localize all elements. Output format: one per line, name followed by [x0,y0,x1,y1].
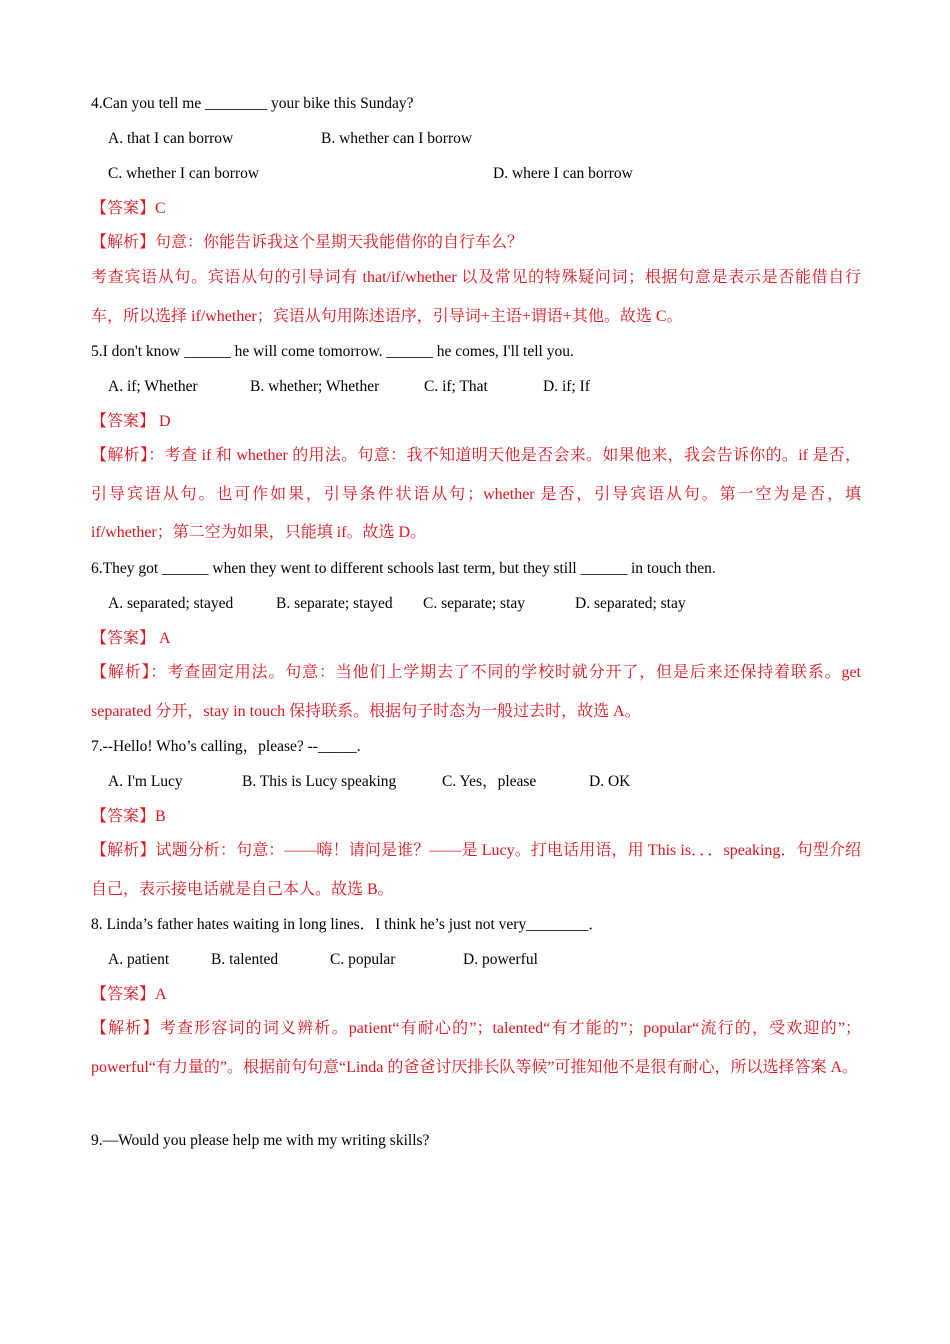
question-6-option-d: D. separated; stay [575,595,686,612]
question-5-stem: 5.I don't know ______ he will come tomorrow. ______ he comes, I'll tell you. [91,343,574,360]
question-6-option-b: B. separate; stayed [276,595,393,612]
question-8-stem: 8. Linda’s father hates waiting in long lines．I think he’s just not very________． [91,916,604,933]
question-5-option-d: D. if; If [543,378,590,395]
question-7-answer: 【答案】B [91,808,166,825]
question-8-answer: 【答案】A [91,986,167,1003]
question-5-option-b: B. whether; Whether [250,378,380,395]
question-4-analysis: 考查宾语从句。宾语从句的引导词有 that/if/whether 以及常见的特殊疑问词；根据句意是表示是否能借自行车，所以选择 if/whether；宾语从句用陈述语序，引导词+主语+谓语+其他。故选 C。 [91,269,861,325]
question-9-stem: 9.—Would you please help me with my writing skills? [91,1132,430,1149]
question-5-option-a: A. if; Whether [108,378,198,395]
question-4-analysis-intro: 【解析】句意：你能告诉我这个星期天我能借你的自行车么？ [91,234,524,251]
question-6-analysis: 【解析】：考查固定用法。句意：当他们上学期去了不同的学校时就分开了，但是后来还保持着联系。get separated 分开，stay in touch 保持联系。根据句子时态为一般过去时，故选 A。 [91,664,861,720]
question-7-stem: 7.--Hello! Who’s calling，please? --_____. [91,738,361,755]
question-8-option-b: B. talented [211,951,279,968]
question-6-answer: 【答案】 A [91,630,171,647]
question-7-option-c: C. Yes，please [442,773,537,790]
question-5-answer: 【答案】 D [91,413,171,430]
question-6-stem: 6.They got ______ when they went to different schools last term, but they still ______ in touch then. [91,560,716,577]
question-4-stem: 4.Can you tell me ________ your bike this Sunday? [91,95,414,112]
question-6-option-c: C. separate; stay [423,595,526,612]
question-7-option-d: D. OK [589,773,631,790]
question-4-option-a: A. that I can borrow [108,130,234,147]
question-8-option-a: A. patient [108,951,170,968]
question-7-analysis: 【解析】试题分析：句意：——嗨！请问是谁？——是 Lucy。打电话用语，用 This is．．．speaking．句型介绍自己，表示接电话就是自己本人。故选 B。 [91,842,861,898]
question-5-analysis: 【解析】：考查 if 和 whether 的用法。句意：我不知道明天他是否会来。如果他来，我会告诉你的。if 是否，引导宾语从句。也可作如果，引导条件状语从句；whether 是否，引导宾语从句。第一空为是否，填 if/whether；第二空为如果，只能填 if。故选 D。 [91,447,861,541]
question-7-option-b: B. This is Lucy speaking [242,773,397,790]
question-8-analysis: 【解析】考查形容词的词义辨析。patient“有耐心的”；talented“有才能的”；popular“流行的，受欢迎的”；powerful“有力量的”。根据前句句意“Linda 的爸爸讨厌排长队等候”可推知他不是很有耐心，所以选择答案 A。 [91,1020,861,1076]
question-4-option-b: B. whether can I borrow [321,130,473,147]
question-7-option-a: A. I'm Lucy [108,773,183,790]
question-8-option-d: D. powerful [463,951,538,968]
question-8-option-c: C. popular [330,951,396,968]
question-6-option-a: A. separated; stayed [108,595,234,612]
question-4-option-d: D. where I can borrow [493,165,633,182]
question-4-answer: 【答案】C [91,200,166,217]
question-5-option-c: C. if; That [424,378,488,395]
question-4-option-c: C. whether I can borrow [108,165,260,182]
